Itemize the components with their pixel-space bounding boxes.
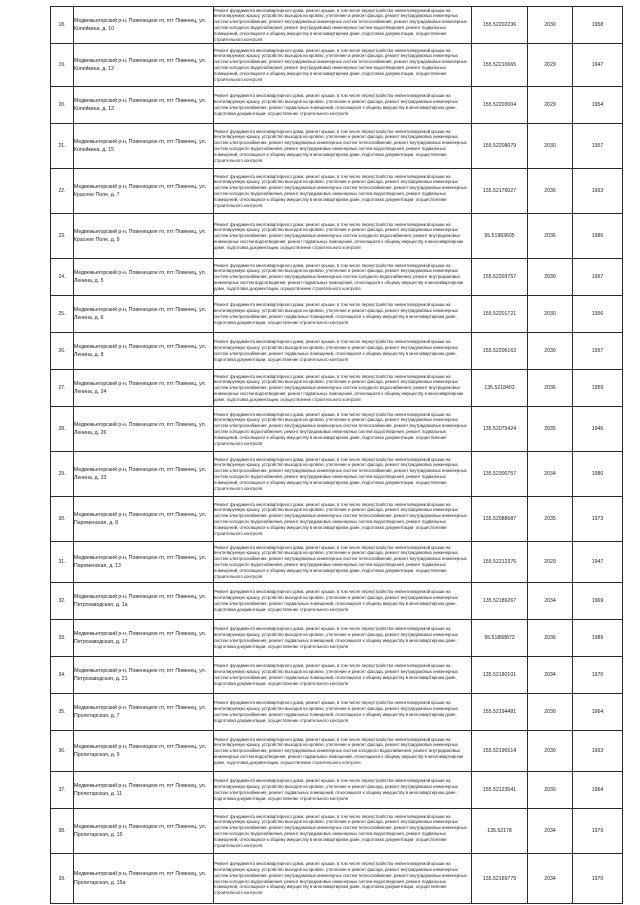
building-address: Медвежьегорский р-н, Повенецкое гп, пгт Повенец, ул. Пролетарская, д. 15а bbox=[74, 854, 214, 904]
building-address: Медвежьегорский р-н, Повенецкое гп, пгт Повенец, ул. Копейкина, д. 13 bbox=[74, 87, 214, 124]
repair-work-types: Ремонт фундамента многоквартирного дома, ремонт крыши, в том числе переустройство невентилируемой крыши на вентилируемую крышу, устройство выходов на кровлю, утепление и ремонт фасада, ремонт внутридомовых инженерных систем электроснабжения, ремонт внутридомовых инженерных систем теплоснабжения, ремонт внутридомовых инженерных систем холодного водоснабжения, ремонт внутридомовых инженерных систем водоотведения, ремонт подвальных помещений, относящихся к общему имуществу в многоквартирном доме, подготовка документации, осуществление строительного контроля bbox=[214, 169, 472, 214]
total-area: 155.52203004 bbox=[472, 87, 528, 124]
total-area: 155.52203757 bbox=[472, 259, 528, 296]
building-address: Медвежьегорский р-н, Повенецкое гп, пгт Повенец, ул. Петрозаводская, д. 21 bbox=[74, 657, 214, 694]
row-number: 19. bbox=[51, 44, 74, 87]
repair-work-types: Ремонт фундамента многоквартирного дома, ремонт крыши, в том числе переустройство невентилируемой крыши на вентилируемую крышу, устройство выходов на кровлю, утепление и ремонт фасада, ремонт внутридомовых инженерных систем электроснабжения, ремонт внутридомовых инженерных систем теплоснабжения, ремонт внутридомовых инженерных систем холодного водоснабжения, ремонт внутридомовых инженерных систем водоотведения, ремонт подвальных помещений, относящихся к общему имуществу в многоквартирном доме, подготовка документации, осуществление строительного контроля bbox=[214, 7, 472, 44]
repair-work-types: Ремонт фундамента многоквартирного дома, ремонт крыши, в том числе переустройство невентилируемой крыши на вентилируемую крышу, устройство выходов на кровлю, утепление и ремонт фасада, ремонт внутридомовых инженерных систем электроснабжения, ремонт подвальных помещений, относящихся к общему имуществу в многоквартирном доме, подготовка документации, осуществление строительного контроля bbox=[214, 694, 472, 731]
total-area: 135.52180101 bbox=[472, 657, 528, 694]
building-address: Медвежьегорский р-н, Повенецкое гп, пгт Повенец, ул. Пролетарская, д. 9 bbox=[74, 731, 214, 772]
table-row bbox=[51, 370, 623, 407]
construction-year: 1964 bbox=[573, 694, 623, 731]
total-area: 155.52123541 bbox=[472, 772, 528, 809]
construction-year: 1970 bbox=[573, 854, 623, 904]
total-area: 155.52208079 bbox=[472, 124, 528, 169]
row-number: 39. bbox=[51, 854, 74, 904]
total-area: 135.5218403 bbox=[472, 370, 528, 407]
planned-year: 2034 bbox=[528, 657, 573, 694]
construction-year: 1979 bbox=[573, 809, 623, 854]
building-address: Медвежьегорский р-н, Повенецкое гп, пгт Повенец, ул. Ленина, д. 24 bbox=[74, 370, 214, 407]
construction-year: 1973 bbox=[573, 497, 623, 542]
total-area: 135.52178 bbox=[472, 809, 528, 854]
table-row bbox=[51, 452, 623, 497]
table-row bbox=[51, 214, 623, 259]
planned-year: 2034 bbox=[528, 583, 573, 620]
total-area: 155.52201721 bbox=[472, 296, 528, 333]
row-number: 38. bbox=[51, 809, 74, 854]
table-body bbox=[51, 7, 623, 904]
table-row bbox=[51, 657, 623, 694]
planned-year: 2029 bbox=[528, 87, 573, 124]
row-number: 23. bbox=[51, 214, 74, 259]
building-address: Медвежьегорский р-н, Повенецкое гп, пгт Повенец, ул. Копейкина, д. 12 bbox=[74, 44, 214, 87]
table-row bbox=[51, 124, 623, 169]
repair-work-types: Ремонт фундамента многоквартирного дома, ремонт крыши, в том числе переустройство невентилируемой крыши на вентилируемую крышу, устройство выходов на кровлю, утепление и ремонт фасада, ремонт внутридомовых инженерных систем электроснабжения, ремонт внутридомовых инженерных систем теплоснабжения, ремонт внутридомовых инженерных систем холодного водоснабжения, ремонт внутридомовых инженерных систем водоотведения, ремонт подвальных помещений, относящихся к общему имуществу в многоквартирном доме, подготовка документации, осуществление строительного контроля bbox=[214, 542, 472, 583]
building-address: Медвежьегорский р-н, Повенецкое гп, пгт Повенец, ул. Пролетарская, д. 11 bbox=[74, 772, 214, 809]
row-number: 37. bbox=[51, 772, 74, 809]
building-address: Медвежьегорский р-н, Повенецкое гп, пгт Повенец, ул. Петрозаводская, д. 1а bbox=[74, 583, 214, 620]
construction-year: 1957 bbox=[573, 333, 623, 370]
construction-year: 1947 bbox=[573, 44, 623, 87]
repair-work-types: Ремонт фундамента многоквартирного дома, ремонт крыши, в том числе переустройство невентилируемой крыши на вентилируемую крышу, устройство выходов на кровлю, утепление и ремонт фасада, ремонт внутридомовых инженерных систем электроснабжения, ремонт внутридомовых инженерных систем холодного водоснабжения, ремонт внутридомовых инженерных систем водоотведения, ремонт подвальных помещений, относящихся к общему имуществу в многоквартирном доме, подготовка документации, осуществление строительного контроля bbox=[214, 731, 472, 772]
table-row bbox=[51, 87, 623, 124]
construction-year: 1959 bbox=[573, 370, 623, 407]
table-row bbox=[51, 583, 623, 620]
construction-year: 1969 bbox=[573, 583, 623, 620]
total-area: 135.52088687 bbox=[472, 497, 528, 542]
total-area: 155.52196514 bbox=[472, 731, 528, 772]
building-address: Медвежьегорский р-н, Повенецкое гп, пгт Повенец, ул. Копейкина, д. 10 bbox=[74, 7, 214, 44]
table-row bbox=[51, 497, 623, 542]
row-number: 30. bbox=[51, 497, 74, 542]
planned-year: 2036 bbox=[528, 169, 573, 214]
planned-year: 2036 bbox=[528, 370, 573, 407]
repair-work-types: Ремонт фундамента многоквартирного дома, ремонт крыши, в том числе переустройство невентилируемой крыши на вентилируемую крышу, устройство выходов на кровлю, утепление и ремонт фасада, ремонт внутридомовых инженерных систем электроснабжения, ремонт подвальных помещений, относящихся к общему имуществу в многоквартирном доме, подготовка документации, осуществление строительного контроля bbox=[214, 296, 472, 333]
building-address: Медвежьегорский р-н, Повенецкое гп, пгт Повенец, ул. Петрозаводская, д. 17 bbox=[74, 620, 214, 657]
planned-year: 2030 bbox=[528, 333, 573, 370]
repair-work-types: Ремонт фундамента многоквартирного дома, ремонт крыши, в том числе переустройство невентилируемой крыши на вентилируемую крышу, устройство выходов на кровлю, утепление и ремонт фасада, ремонт внутридомовых инженерных систем электроснабжения, ремонт подвальных помещений, относящихся к общему имуществу в многоквартирном доме, подготовка документации, осуществление строительного контроля bbox=[214, 657, 472, 694]
construction-year: 1947 bbox=[573, 542, 623, 583]
repair-work-types: Ремонт фундамента многоквартирного дома, ремонт крыши, в том числе переустройство невентилируемой крыши на вентилируемую крышу, устройство выходов на кровлю, утепление и ремонт фасада, ремонт внутридомовых инженерных систем электроснабжения, ремонт подвальных помещений, относящихся к общему имуществу в многоквартирном доме, подготовка документации, осуществление строительного контроля bbox=[214, 620, 472, 657]
planned-year: 2030 bbox=[528, 694, 573, 731]
repair-work-types: Ремонт фундамента многоквартирного дома, ремонт крыши, в том числе переустройство невентилируемой крыши на вентилируемую крышу, устройство выходов на кровлю, утепление и ремонт фасада, ремонт внутридомовых инженерных систем электроснабжения, ремонт подвальных помещений, относящихся к общему имуществу в многоквартирном доме, подготовка документации, осуществление строительного контроля bbox=[214, 772, 472, 809]
construction-year: 1957 bbox=[573, 124, 623, 169]
table-row bbox=[51, 854, 623, 904]
construction-year: 1963 bbox=[573, 169, 623, 214]
planned-year: 2030 bbox=[528, 296, 573, 333]
table-row bbox=[51, 694, 623, 731]
table-row bbox=[51, 731, 623, 772]
row-number: 21. bbox=[51, 124, 74, 169]
construction-year: 1963 bbox=[573, 731, 623, 772]
table-row bbox=[51, 542, 623, 583]
building-address: Медвежьегорский р-н, Повенецкое гп, пгт Повенец, ул. Ленина, д. 26 bbox=[74, 407, 214, 452]
row-number: 24. bbox=[51, 259, 74, 296]
row-number: 32. bbox=[51, 583, 74, 620]
total-area: 155.52210665 bbox=[472, 44, 528, 87]
construction-year: 1964 bbox=[573, 772, 623, 809]
table-row bbox=[51, 333, 623, 370]
row-number: 27. bbox=[51, 370, 74, 407]
total-area: 135.52169779 bbox=[472, 854, 528, 904]
building-address: Медвежьегорский р-н, Повенецкое гп, пгт Повенец, ул. Красное Поле, д. 9 bbox=[74, 214, 214, 259]
building-address: Медвежьегорский р-н, Повенецкое гп, пгт Повенец, ул. Ленина, д. 6 bbox=[74, 296, 214, 333]
table-row bbox=[51, 259, 623, 296]
planned-year: 2034 bbox=[528, 809, 573, 854]
planned-year: 2029 bbox=[528, 44, 573, 87]
total-area: 155.52212376 bbox=[472, 542, 528, 583]
repair-work-types: Ремонт фундамента многоквартирного дома, ремонт крыши, в том числе переустройство невентилируемой крыши на вентилируемую крышу, устройство выходов на кровлю, утепление и ремонт фасада, ремонт внутридомовых инженерных систем электроснабжения, ремонт подвальных помещений, относящихся к общему имуществу в многоквартирном доме, подготовка документации, осуществление строительного контроля bbox=[214, 333, 472, 370]
capital-repair-table bbox=[50, 6, 623, 904]
repair-work-types: Ремонт фундамента многоквартирного дома, ремонт крыши, в том числе переустройство невентилируемой крыши на вентилируемую крышу, устройство выходов на кровлю, утепление и ремонт фасада, ремонт внутридомовых инженерных систем электроснабжения, ремонт внутридомовых инженерных систем холодного водоснабжения, ремонт внутридомовых инженерных систем водоотведения, ремонт подвальных помещений, относящихся к общему имуществу в многоквартирном доме, подготовка документации, осуществление строительного контроля bbox=[214, 370, 472, 407]
planned-year: 2030 bbox=[528, 7, 573, 44]
building-address: Медвежьегорский р-н, Повенецкое гп, пгт Повенец, ул. Пролетарская, д. 15 bbox=[74, 809, 214, 854]
repair-work-types: Ремонт фундамента многоквартирного дома, ремонт крыши, в том числе переустройство невентилируемой крыши на вентилируемую крышу, устройство выходов на кровлю, утепление и ремонт фасада, ремонт внутридомовых инженерных систем электроснабжения, ремонт подвальных помещений, относящихся к общему имуществу в многоквартирном доме, подготовка документации, осуществление строительного контроля bbox=[214, 583, 472, 620]
planned-year: 2036 bbox=[528, 620, 573, 657]
row-number: 34. bbox=[51, 657, 74, 694]
construction-year: 1958 bbox=[573, 7, 623, 44]
repair-work-types: Ремонт фундамента многоквартирного дома, ремонт крыши, в том числе переустройство невентилируемой крыши на вентилируемую крышу, устройство выходов на кровлю, утепление и ремонт фасада, ремонт внутридомовых инженерных систем электроснабжения, ремонт внутридомовых инженерных систем теплоснабжения, ремонт внутридомовых инженерных систем холодного водоснабжения, ремонт внутридомовых инженерных систем водоотведения, ремонт подвальных помещений, относящихся к общему имуществу в многоквартирном доме, подготовка документации, осуществление строительного контроля bbox=[214, 854, 472, 904]
construction-year: 1989 bbox=[573, 620, 623, 657]
repair-work-types: Ремонт фундамента многоквартирного дома, ремонт крыши, в том числе переустройство невентилируемой крыши на вентилируемую крышу, устройство выходов на кровлю, утепление и ремонт фасада, ремонт внутридомовых инженерных систем электроснабжения, ремонт внутридомовых инженерных систем холодного водоснабжения, ремонт внутридомовых инженерных систем водоотведения, ремонт подвальных помещений, относящихся к общему имуществу в многоквартирном доме, подготовка документации, осуществление строительного контроля bbox=[214, 259, 472, 296]
repair-work-types: Ремонт фундамента многоквартирного дома, ремонт крыши, в том числе переустройство невентилируемой крыши на вентилируемую крышу, устройство выходов на кровлю, утепление и ремонт фасада, ремонт внутридомовых инженерных систем электроснабжения, ремонт внутридомовых инженерных систем теплоснабжения, ремонт внутридомовых инженерных систем холодного водоснабжения, ремонт внутридомовых инженерных систем водоотведения, ремонт подвальных помещений, относящихся к общему имуществу в многоквартирном доме, подготовка документации, осуществление строительного контроля bbox=[214, 452, 472, 497]
row-number: 25. bbox=[51, 296, 74, 333]
building-address: Медвежьегорский р-н, Повенецкое гп, пгт Повенец, ул. Ленина, д. 5 bbox=[74, 259, 214, 296]
repair-work-types: Ремонт фундамента многоквартирного дома, ремонт крыши, в том числе переустройство невентилируемой крыши на вентилируемую крышу, устройство выходов на кровлю, утепление и ремонт фасада, ремонт внутридомовых инженерных систем электроснабжения, ремонт внутридомовых инженерных систем теплоснабжения, ремонт внутридомовых инженерных систем холодного водоснабжения, ремонт внутридомовых инженерных систем водоотведения, ремонт подвальных помещений, относящихся к общему имуществу в многоквартирном доме, подготовка документации, осуществление строительного контроля bbox=[214, 497, 472, 542]
repair-work-types: Ремонт фундамента многоквартирного дома, ремонт крыши, в том числе переустройство невентилируемой крыши на вентилируемую крышу, устройство выходов на кровлю, утепление и ремонт фасада, ремонт внутридомовых инженерных систем электроснабжения, ремонт внутридомовых инженерных систем теплоснабжения, ремонт внутридомовых инженерных систем холодного водоснабжения, ремонт внутридомовых инженерных систем водоотведения, ремонт подвальных помещений, относящихся к общему имуществу в многоквартирном доме, подготовка документации, осуществление строительного контроля bbox=[214, 44, 472, 87]
total-area: 135.52075424 bbox=[472, 407, 528, 452]
row-number: 18. bbox=[51, 7, 74, 44]
table-row bbox=[51, 809, 623, 854]
planned-year: 2030 bbox=[528, 731, 573, 772]
planned-year: 2030 bbox=[528, 259, 573, 296]
total-area: 135.52176027 bbox=[472, 169, 528, 214]
planned-year: 2030 bbox=[528, 772, 573, 809]
construction-year: 1956 bbox=[573, 296, 623, 333]
building-address: Медвежьегорский р-н, Повенецкое гп, пгт Повенец, ул. Копейкина, д. 15 bbox=[74, 124, 214, 169]
building-address: Медвежьегорский р-н, Повенецкое гп, пгт Повенец, ул. Пароменская, д. 13 bbox=[74, 542, 214, 583]
repair-work-types: Ремонт фундамента многоквартирного дома, ремонт крыши, в том числе переустройство невентилируемой крыши на вентилируемую крышу, устройство выходов на кровлю, утепление и ремонт фасада, ремонт внутридомовых инженерных систем электроснабжения, ремонт внутридомовых инженерных систем теплоснабжения, ремонт внутридомовых инженерных систем холодного водоснабжения, ремонт внутридомовых инженерных систем водоотведения, ремонт подвальных помещений, относящихся к общему имуществу в многоквартирном доме, подготовка документации, осуществление строительного контроля bbox=[214, 124, 472, 169]
total-area: 155.52202236 bbox=[472, 7, 528, 44]
table-row bbox=[51, 169, 623, 214]
building-address: Медвежьегорский р-н, Повенецкое гп, пгт Повенец, ул. Пароменская, д. 8 bbox=[74, 497, 214, 542]
repair-work-types: Ремонт фундамента многоквартирного дома, ремонт крыши, в том числе переустройство невентилируемой крыши на вентилируемую крышу, устройство выходов на кровлю, утепление и ремонт фасада, ремонт внутридомовых инженерных систем электроснабжения, ремонт подвальных помещений, относящихся к общему имуществу в многоквартирном доме, подготовка документации, осуществление строительного контроля bbox=[214, 87, 472, 124]
planned-year: 2034 bbox=[528, 452, 573, 497]
construction-year: 1980 bbox=[573, 452, 623, 497]
repair-work-types: Ремонт фундамента многоквартирного дома, ремонт крыши, в том числе переустройство невентилируемой крыши на вентилируемую крышу, устройство выходов на кровлю, утепление и ремонт фасада, ремонт внутридомовых инженерных систем электроснабжения, ремонт внутридомовых инженерных систем теплоснабжения, ремонт внутридомовых инженерных систем холодного водоснабжения, ремонт внутридомовых инженерных систем водоотведения, ремонт подвальных помещений, относящихся к общему имуществу в многоквартирном доме, подготовка документации, осуществление строительного контроля bbox=[214, 809, 472, 854]
total-area: 95.51868873 bbox=[472, 620, 528, 657]
total-area: 155.52194481 bbox=[472, 694, 528, 731]
planned-year: 2036 bbox=[528, 214, 573, 259]
total-area: 135.52189267 bbox=[472, 583, 528, 620]
construction-year: 1954 bbox=[573, 87, 623, 124]
repair-work-types: Ремонт фундамента многоквартирного дома, ремонт крыши, в том числе переустройство невентилируемой крыши на вентилируемую крышу, устройство выходов на кровлю, утепление и ремонт фасада, ремонт внутридомовых инженерных систем электроснабжения, ремонт внутридомовых инженерных систем теплоснабжения, ремонт внутридомовых инженерных систем холодного водоснабжения, ремонт внутридомовых инженерных систем водоотведения, ремонт подвальных помещений, относящихся к общему имуществу в многоквартирном доме, подготовка документации, осуществление строительного контроля bbox=[214, 407, 472, 452]
planned-year: 2029 bbox=[528, 542, 573, 583]
construction-year: 1946 bbox=[573, 407, 623, 452]
construction-year: 1970 bbox=[573, 657, 623, 694]
row-number: 36. bbox=[51, 731, 74, 772]
building-address: Медвежьегорский р-н, Повенецкое гп, пгт Повенец, ул. Пролетарская, д. 7 bbox=[74, 694, 214, 731]
building-address: Медвежьегорский р-н, Повенецкое гп, пгт Повенец, ул. Ленина, д. 33 bbox=[74, 452, 214, 497]
table-row bbox=[51, 772, 623, 809]
planned-year: 2034 bbox=[528, 854, 573, 904]
repair-work-types: Ремонт фундамента многоквартирного дома, ремонт крыши, в том числе переустройство невентилируемой крыши на вентилируемую крышу, устройство выходов на кровлю, утепление и ремонт фасада, ремонт внутридомовых инженерных систем электроснабжения, ремонт внутридомовых инженерных систем холодного водоснабжения, ремонт внутридомовых инженерных систем водоотведения, ремонт подвальных помещений, относящихся к общему имуществу в многоквартирном доме, подготовка документации, осуществление строительного контроля bbox=[214, 214, 472, 259]
planned-year: 2035 bbox=[528, 497, 573, 542]
row-number: 20. bbox=[51, 87, 74, 124]
table-row bbox=[51, 44, 623, 87]
building-address: Медвежьегорский р-н, Повенецкое гп, пгт Повенец, ул. Красное Поле, д. 7 bbox=[74, 169, 214, 214]
row-number: 31. bbox=[51, 542, 74, 583]
table-row bbox=[51, 407, 623, 452]
total-area: 135.52300757 bbox=[472, 452, 528, 497]
planned-year: 2030 bbox=[528, 124, 573, 169]
construction-year: 1986 bbox=[573, 214, 623, 259]
row-number: 26. bbox=[51, 333, 74, 370]
planned-year: 2035 bbox=[528, 407, 573, 452]
row-number: 33. bbox=[51, 620, 74, 657]
row-number: 28. bbox=[51, 407, 74, 452]
construction-year: 1957 bbox=[573, 259, 623, 296]
table-row bbox=[51, 620, 623, 657]
table-row bbox=[51, 7, 623, 44]
row-number: 35. bbox=[51, 694, 74, 731]
total-area: 155.52206163 bbox=[472, 333, 528, 370]
table-row bbox=[51, 296, 623, 333]
row-number: 22. bbox=[51, 169, 74, 214]
row-number: 29. bbox=[51, 452, 74, 497]
building-address: Медвежьегорский р-н, Повенецкое гп, пгт Повенец, ул. Ленина, д. 8 bbox=[74, 333, 214, 370]
total-area: 95.51983605 bbox=[472, 214, 528, 259]
